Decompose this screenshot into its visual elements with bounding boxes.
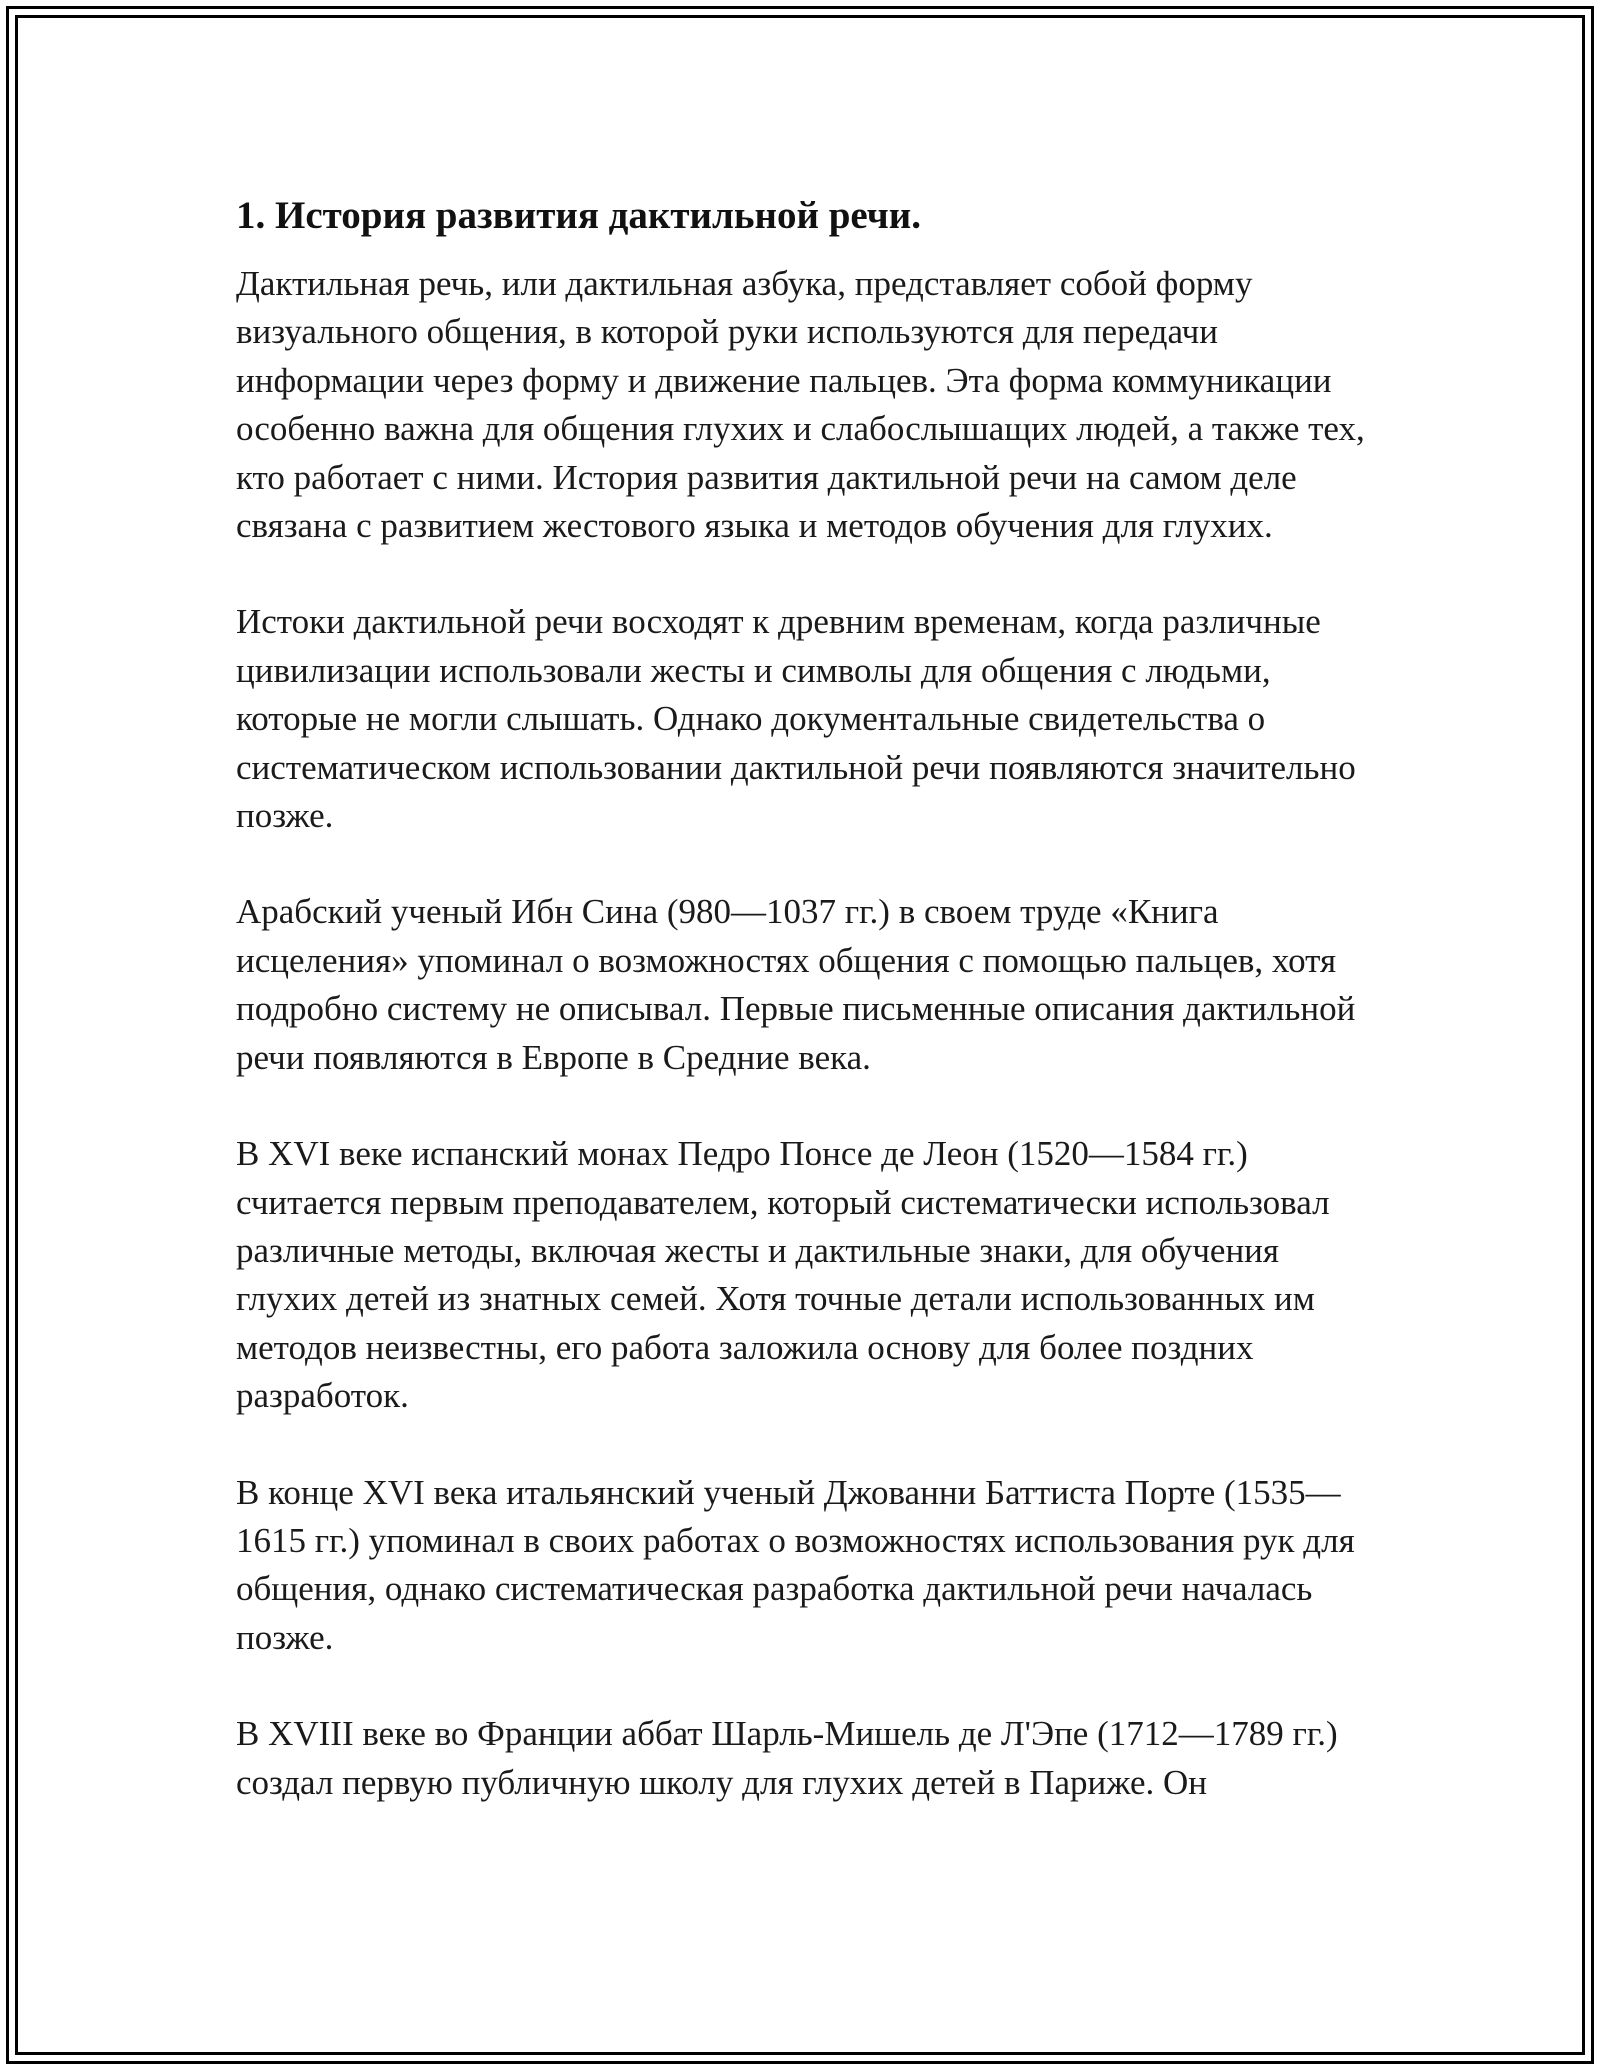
paragraph-origins: Истоки дактильной речи восходят к древним временам, когда различные цивилизации использовали жесты и символы для общения с людьми, которые не могли слышать. Однако документальные свидетельства о систематическом использовании дактильной речи появляются значительно позже.: [236, 602, 1356, 836]
paragraph-porta: В конце XVI века итальянский ученый Джованни Баттиста Порте (1535—1615 гг.) упоминал в своих работах о возможностях использования рук для общения, однако систематическая разработка дактильной речи началась позже.: [236, 1472, 1355, 1657]
document-body: [236, 190, 1366, 1855]
paragraph-ibn-sina: Арабский ученый Ибн Сина (980—1037 гг.) в своем труде «Книга исцеления» упоминал о возможностях общения с помощью пальцев, хотя подробно систему не описывал. Первые письменные описания дактильной речи появляются в Европе в Средние века.: [236, 892, 1356, 1077]
page-title: 1. История развития дактильной речи.: [236, 194, 921, 237]
paragraph-intro: Дактильная речь, или дактильная азбука, представляет собой форму визуального общения, в которой руки используются для передачи информации через форму и движение пальцев. Эта форма коммуникации особенно важна для общения глухих и слабослышащих людей, а также тех, кто работает с ними. История развития дактильной речи на самом деле связана с развитием жестового языка и методов обучения для глухих.: [236, 264, 1365, 546]
paragraph-ponce-de-leon: В XVI веке испанский монах Педро Понсе де Леон (1520—1584 гг.) считается первым преподавателем, который систематически использовал различные методы, включая жесты и дактильные знаки, для обучения глухих детей из знатных семей. Хотя точные детали использованных им методов неизвестны, его работа заложила основу для более поздних разработок.: [236, 1134, 1330, 1416]
paragraph-lepee: В XVIII веке во Франции аббат Шарль-Мишель де Л'Эпе (1712—1789 гг.) создал первую публичную школу для глухих детей в Париже. Он: [236, 1714, 1338, 1802]
